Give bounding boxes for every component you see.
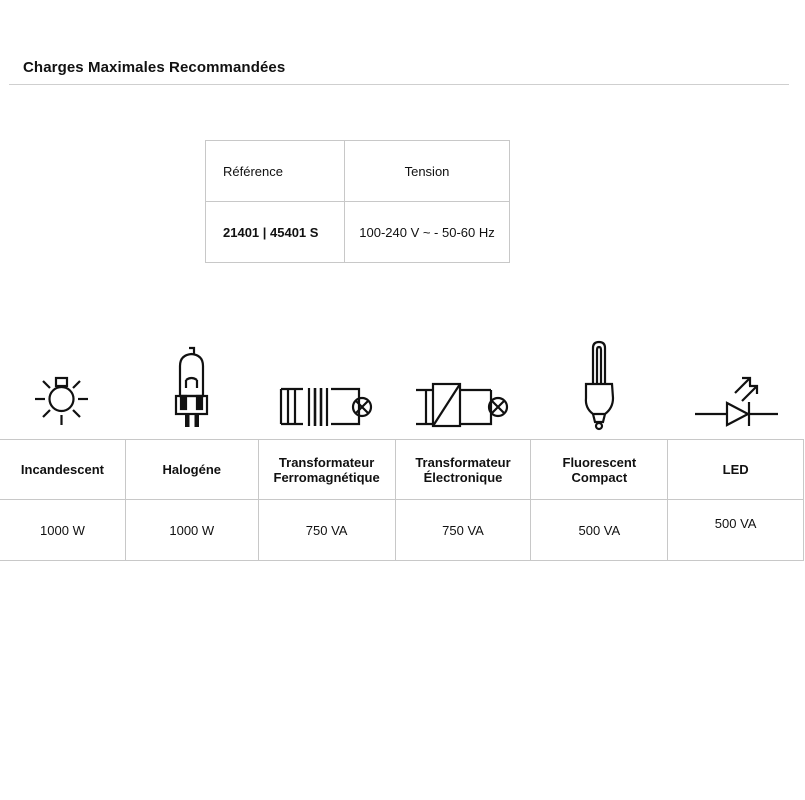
spec-table — [205, 140, 510, 263]
load-label-incandescent: Incandescent — [0, 440, 125, 500]
load-label-halogen: Halogéne — [125, 440, 258, 500]
load-value-incandescent: 1000 W — [0, 500, 125, 561]
voltage-value: 100-240 V ~ - 50-60 Hz — [345, 202, 510, 263]
load-table-values-row — [0, 500, 804, 561]
incandescent-lamp-icon — [12, 336, 112, 436]
title-divider — [9, 84, 789, 85]
page-title: Charges Maximales Recommandées — [23, 59, 286, 76]
spec-table-header-row — [206, 141, 510, 202]
ferromagnetic-transformer-icon — [275, 336, 375, 436]
load-value-ferromagnetic: 750 VA — [258, 500, 395, 561]
load-table-header-row — [0, 440, 804, 500]
load-value-electronic: 750 VA — [395, 500, 531, 561]
load-table — [0, 439, 804, 561]
load-label-fluorescent: Fluorescent Compact — [531, 440, 668, 500]
load-label-led: LED — [668, 440, 804, 500]
load-value-halogen: 1000 W — [125, 500, 258, 561]
halogen-lamp-icon — [142, 336, 242, 436]
load-label-ferromagnetic: Transformateur Ferromagnétique — [258, 440, 395, 500]
load-value-fluorescent: 500 VA — [531, 500, 668, 561]
compact-fluorescent-icon — [548, 336, 648, 436]
header-reference: Référence — [206, 141, 345, 202]
load-value-led: 500 VA — [668, 500, 804, 561]
reference-value: 21401 | 45401 S — [206, 202, 345, 263]
load-label-electronic: Transformateur Électronique — [395, 440, 531, 500]
spec-table-row — [206, 202, 510, 263]
led-icon — [690, 336, 790, 436]
load-icons-row — [0, 336, 805, 436]
electronic-transformer-icon — [412, 336, 512, 436]
header-voltage: Tension — [345, 141, 510, 202]
